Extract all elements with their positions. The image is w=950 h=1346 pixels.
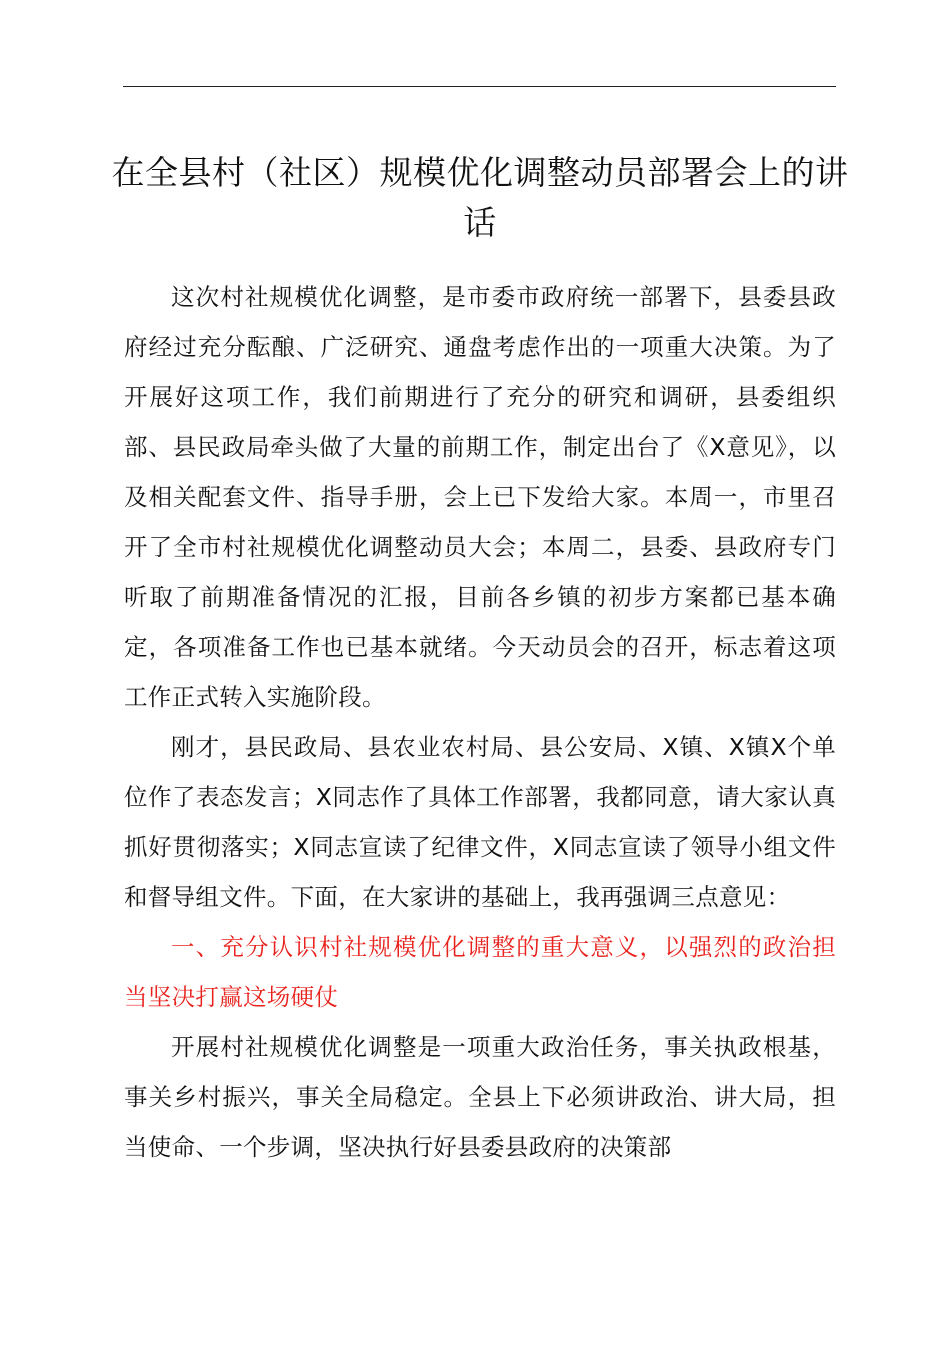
paragraph-intro: 这次村社规模优化调整，是市委市政府统一部署下，县委县政府经过充分酝酿、广泛研究、通盘考虑作出的一项重大决策。为了开展好这项工作，我们前期进行了充分的研究和调研，县委组织部、县民政局牵头做了大量的前期工作，制定出台了《X意见》，以及相关配套文件、指导手册，会上已下发给大家。本周一，市里召开了全市村社规模优化调整动员大会；本周二，县委、县政府专门听取了前期准备情况的汇报，目前各乡镇的初步方案都已基本确定，各项准备工作也已基本就绪。今天动员会的召开，标志着这项工作正式转入实施阶段。 (124, 283, 836, 711)
document-title: 在全县村（社区）规模优化调整动员部署会上的讲话 (111, 153, 849, 242)
paragraph-statements: 刚才，县民政局、县农业农村局、县公安局、X镇、X镇X个单位作了表态发言；X同志作了具体工作部署，我都同意，请大家认真抓好贯彻落实；X同志宣读了纪律文件，X同志宣读了领导小组文件和督导组文件。下面，在大家讲的基础上，我再强调三点意见： (124, 733, 836, 911)
header-rule (123, 86, 836, 87)
section-heading-1: 一、充分认识村社规模优化调整的重大意义，以强烈的政治担当坚决打赢这场硬仗 (124, 933, 836, 1011)
document-body (124, 272, 836, 1172)
paragraph-section-1: 开展村社规模优化调整是一项重大政治任务，事关执政根基，事关乡村振兴，事关全局稳定。全县上下必须讲政治、讲大局，担当使命、一个步调，坚决执行好县委县政府的决策部 (124, 1033, 836, 1161)
